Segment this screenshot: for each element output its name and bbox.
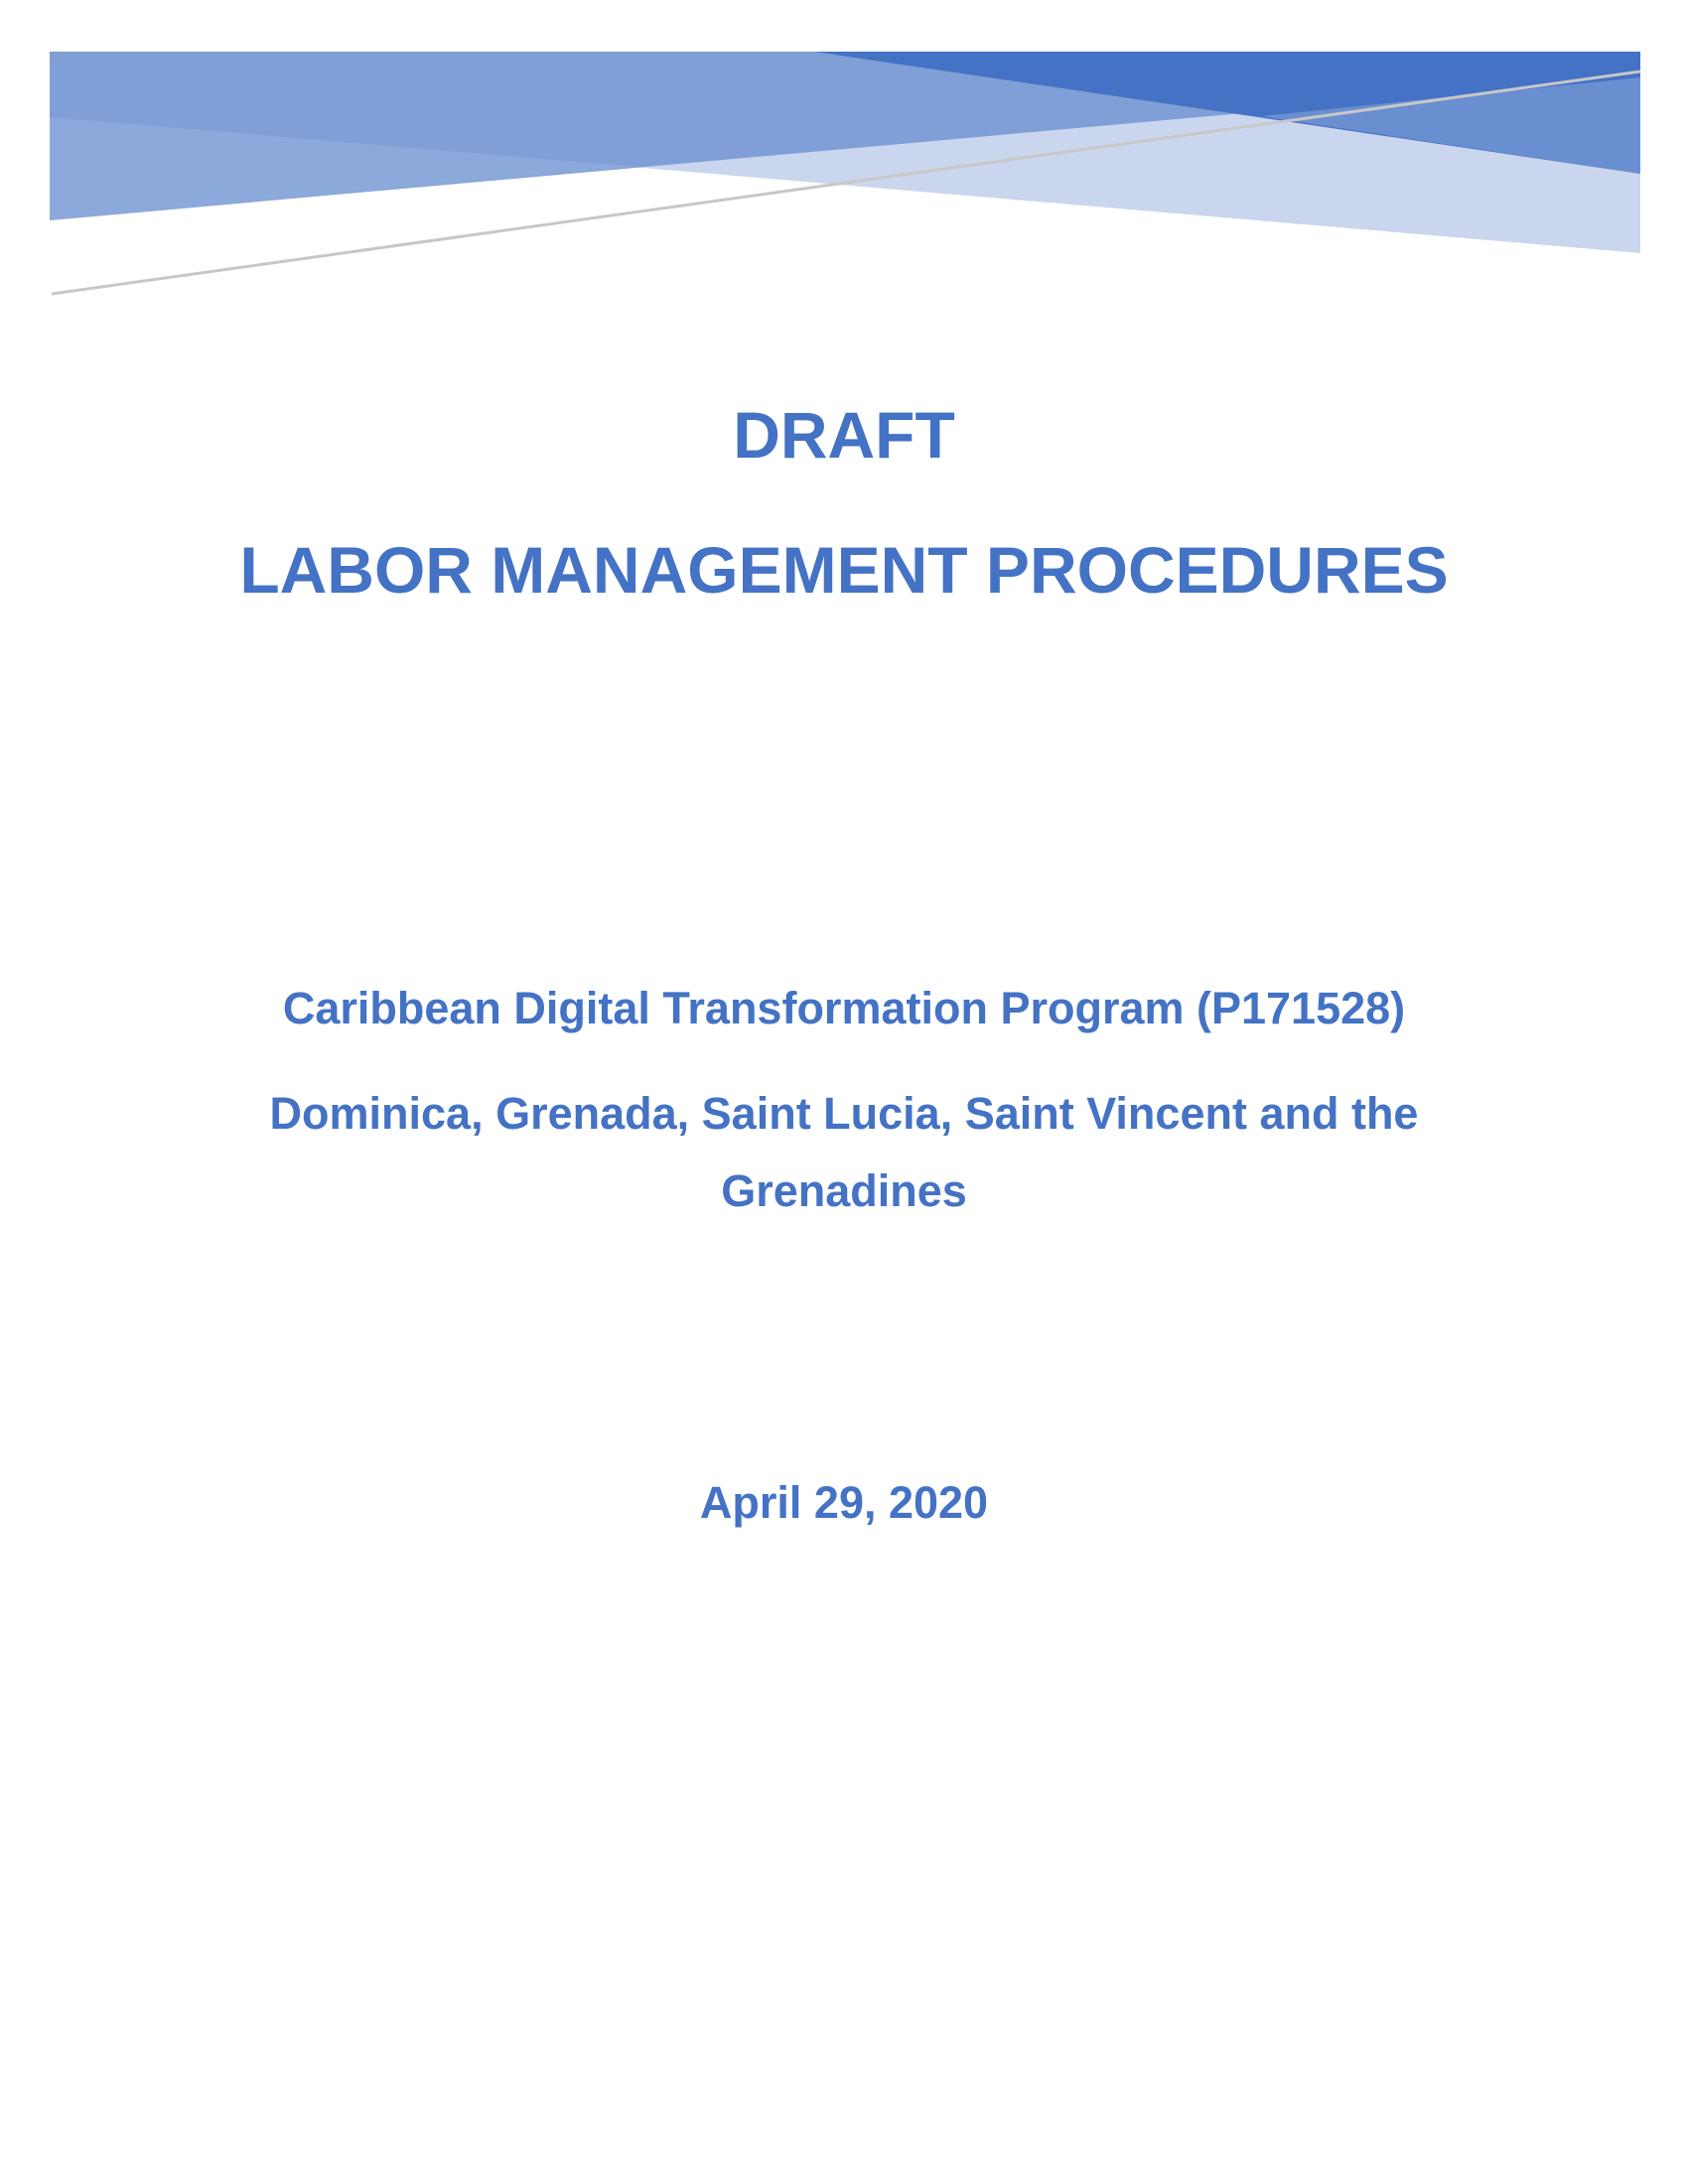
- countries-line-2: Grenadines: [721, 1165, 967, 1216]
- decorative-header-band: [0, 0, 1688, 318]
- countries-line-1: Dominica, Grenada, Saint Lucia, Saint Vincent and the: [269, 1088, 1419, 1139]
- header-band-graphic: [0, 0, 1688, 318]
- draft-label: DRAFT: [733, 398, 955, 472]
- document-date: April 29, 2020: [699, 1477, 989, 1528]
- document-title: LABOR MANAGEMENT PROCEDURES: [239, 533, 1449, 607]
- program-name: Caribbean Digital Transformation Program (P171528): [282, 983, 1406, 1033]
